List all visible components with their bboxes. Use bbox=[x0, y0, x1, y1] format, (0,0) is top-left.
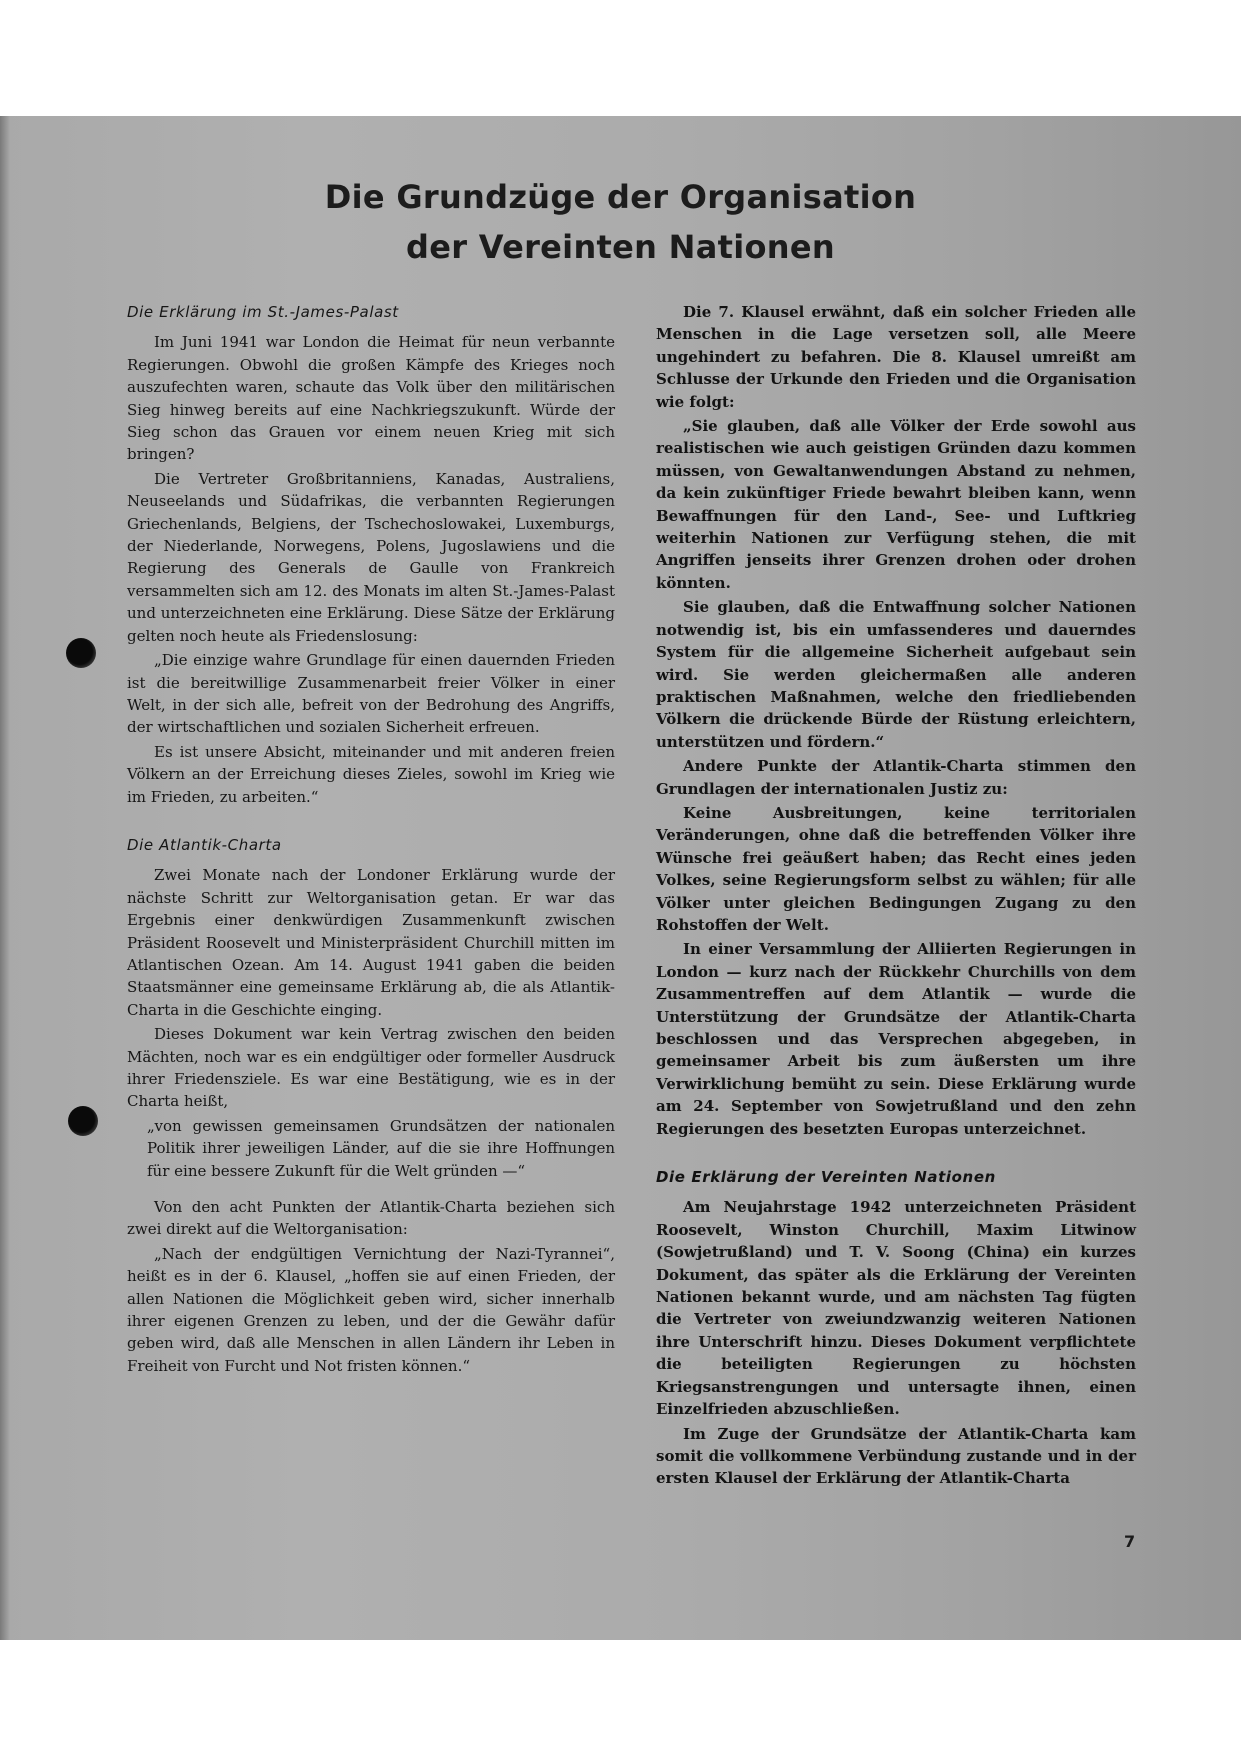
paragraph: Die Vertreter Großbritanniens, Kanadas, Australiens, Neuseelands und Südafrikas, die verbannten Regierungen Griechenlands, Belgiens, der Tschechoslowakei, Luxemburgs, der Niederlande, Norwegens, Polens, Jugoslawiens und die Regierung des Generals de Gaulle von Frankreich versammelten sich am 12. des Monats im alten St.-James-Palast und unterzeichneten eine Erklärung. Diese Sätze der Erklärung gelten noch heute als Friedenslosung: bbox=[127, 469, 615, 645]
section-heading-atlantik-charta: Die Atlantik-Charta bbox=[127, 835, 282, 854]
punch-hole-bottom bbox=[68, 1106, 98, 1136]
title-line-1: Die Grundzüge der Organisation bbox=[324, 178, 917, 216]
paragraph: Im Juni 1941 war London die Heimat für neun verbannte Regierungen. Obwohl die großen Kämpfe des Krieges noch auszufechten waren, schaute das Volk über den militärischen Sieg hinweg bereits auf eine Nachkriegszukunft. Würde der Sieg schon das Grauen vor einem neuen Krieg mit sich bringen? bbox=[127, 333, 615, 464]
page-number: 7 bbox=[1124, 1532, 1136, 1551]
paragraph-quote: „Die einzige wahre Grundlage für einen dauernden Frieden ist die bereitwillige Zusammenarbeit freier Völker in einer Welt, in der sich alle, befreit von der Bedrohung des Angriffs, der wirtschaftlichen und sozialen Sicherheit erfreuen. bbox=[127, 651, 615, 737]
paragraph-quote: „Sie glauben, daß alle Völker der Erde sowohl aus realistischen wie auch geistigen Gründen dazu kommen müssen, von Gewaltanwendungen Abstand zu nehmen, da kein zukünftiger Friede bewahrt bleiben kann, wenn Bewaffnungen für den Land-, See- und Luftkrieg weiterhin Nationen zur Verfügung stehen, die mit Angriffen jenseits ihrer Grenzen drohen oder drohen könnten. bbox=[656, 417, 1136, 592]
paragraph-quote: Sie glauben, daß die Entwaffnung solcher Nationen notwendig ist, bis ein umfassenderes und dauerndes System für die allgemeine Sicherheit aufgebaut sein wird. Sie werden gleichermaßen alle anderen praktischen Maßnahmen, welche den friedliebenden Völkern die drückende Bürde der Rüstung erleichtern, unterstützen und fördern.“ bbox=[656, 598, 1136, 751]
page-title bbox=[0, 172, 1241, 272]
paragraph: Zwei Monate nach der Londoner Erklärung wurde der nächste Schritt zur Weltorganisation getan. Er war das Ergebnis einer denkwürdigen Zusammenkunft zwischen Präsident Roosevelt und Ministerpräsident Churchill mitten im Atlantischen Ozean. Am 14. August 1941 gaben die beiden Staatsmänner eine gemeinsame Erklärung ab, die als Atlantik-Charta in die Geschichte einging. bbox=[127, 866, 615, 1019]
paragraph: In einer Versammlung der Alliierten Regierungen in London — kurz nach der Rückkehr Churchills von dem Zusammentreffen auf dem Atlantik — wurde die Unterstützung der Grundsätze der Atlantik-Charta beschlossen und das Versprechen abgegeben, in gemeinsamer Arbeit bis zum äußersten um ihre Verwirklichung bemüht zu sein. Diese Erklärung wurde am 24. September von Sowjetrußland und den zehn Regierungen des besetzten Europas unterzeichnet. bbox=[656, 940, 1136, 1138]
paragraph: Im Zuge der Grundsätze der Atlantik-Charta kam somit die vollkommene Verbündung zustande und in der ersten Klausel der Erklärung der Atlantik-Charta bbox=[656, 1424, 1136, 1488]
paragraph: Keine Ausbreitungen, keine territorialen Veränderungen, ohne daß die betreffenden Völker ihre Wünsche frei geäußert haben; das Recht eines jeden Volkes, seine Regierungsform selbst zu wählen; für alle Völker unter gleichen Bedingungen Zugang zu den Rohstoffen der Welt. bbox=[656, 803, 1136, 934]
section-heading-vereinte-nationen: Die Erklärung der Vereinten Nationen bbox=[656, 1168, 996, 1187]
section-heading-st-james: Die Erklärung im St.-James-Palast bbox=[127, 303, 399, 321]
paragraph-quote: „Nach der endgültigen Vernichtung der Nazi-Tyrannei“, heißt es in der 6. Klausel, „hoffen sie auf einen Frieden, der allen Nationen die Möglichkeit geben wird, sicher innerhalb ihrer eigenen Grenzen zu leben, und der die Gewähr dafür geben wird, daß alle Menschen in allen Ländern ihr Leben in Freiheit von Furcht und Not fristen können.“ bbox=[127, 1244, 615, 1375]
right-column bbox=[656, 301, 1136, 1490]
paragraph: Dieses Dokument war kein Vertrag zwischen den beiden Mächten, noch war es ein endgültiger oder formeller Ausdruck ihrer Friedensziele. Es war eine Bestätigung, wie es in der Charta heißt, bbox=[127, 1025, 615, 1111]
left-column bbox=[127, 301, 615, 1377]
paragraph-quote: Es ist unsere Absicht, miteinander und mit anderen freien Völkern an der Erreichung dieses Zieles, sowohl im Krieg wie im Frieden, zu arbeiten.“ bbox=[127, 742, 615, 806]
paragraph: Andere Punkte der Atlantik-Charta stimmen den Grundlagen der internationalen Justiz zu: bbox=[656, 757, 1136, 798]
paragraph: Die 7. Klausel erwähnt, daß ein solcher Frieden alle Menschen in die Lage versetzen soll, alle Meere ungehindert zu befahren. Die 8. Klausel umreißt am Schlusse der Urkunde den Frieden und die Organisation wie folgt: bbox=[656, 303, 1136, 411]
punch-hole-top bbox=[66, 638, 96, 668]
block-quote: „von gewissen gemeinsamen Grundsätzen der nationalen Politik ihrer jeweiligen Länder, auf die sie ihre Hoffnungen für eine bessere Zukunft für die Welt gründen —“ bbox=[147, 1116, 615, 1180]
paragraph: Am Neujahrstage 1942 unterzeichneten Präsident Roosevelt, Winston Churchill, Maxim Litwinow (Sowjetrußland) und T. V. Soong (China) ein kurzes Dokument, das später als die Erklärung der Vereinten Nationen bekannt wurde, und am nächsten Tag fügten die Vertreter von zweiundzwanzig weiteren Nationen ihre Unterschrift hinzu. Dieses Dokument verpflichtete die beteiligten Regierungen zu höchsten Kriegsanstrengungen und untersagte ihnen, einen Einzelfrieden abzuschließen. bbox=[656, 1198, 1136, 1419]
paragraph: Von den acht Punkten der Atlantik-Charta beziehen sich zwei direkt auf die Weltorganisation: bbox=[127, 1198, 615, 1239]
title-line-2: der Vereinten Nationen bbox=[406, 228, 835, 266]
